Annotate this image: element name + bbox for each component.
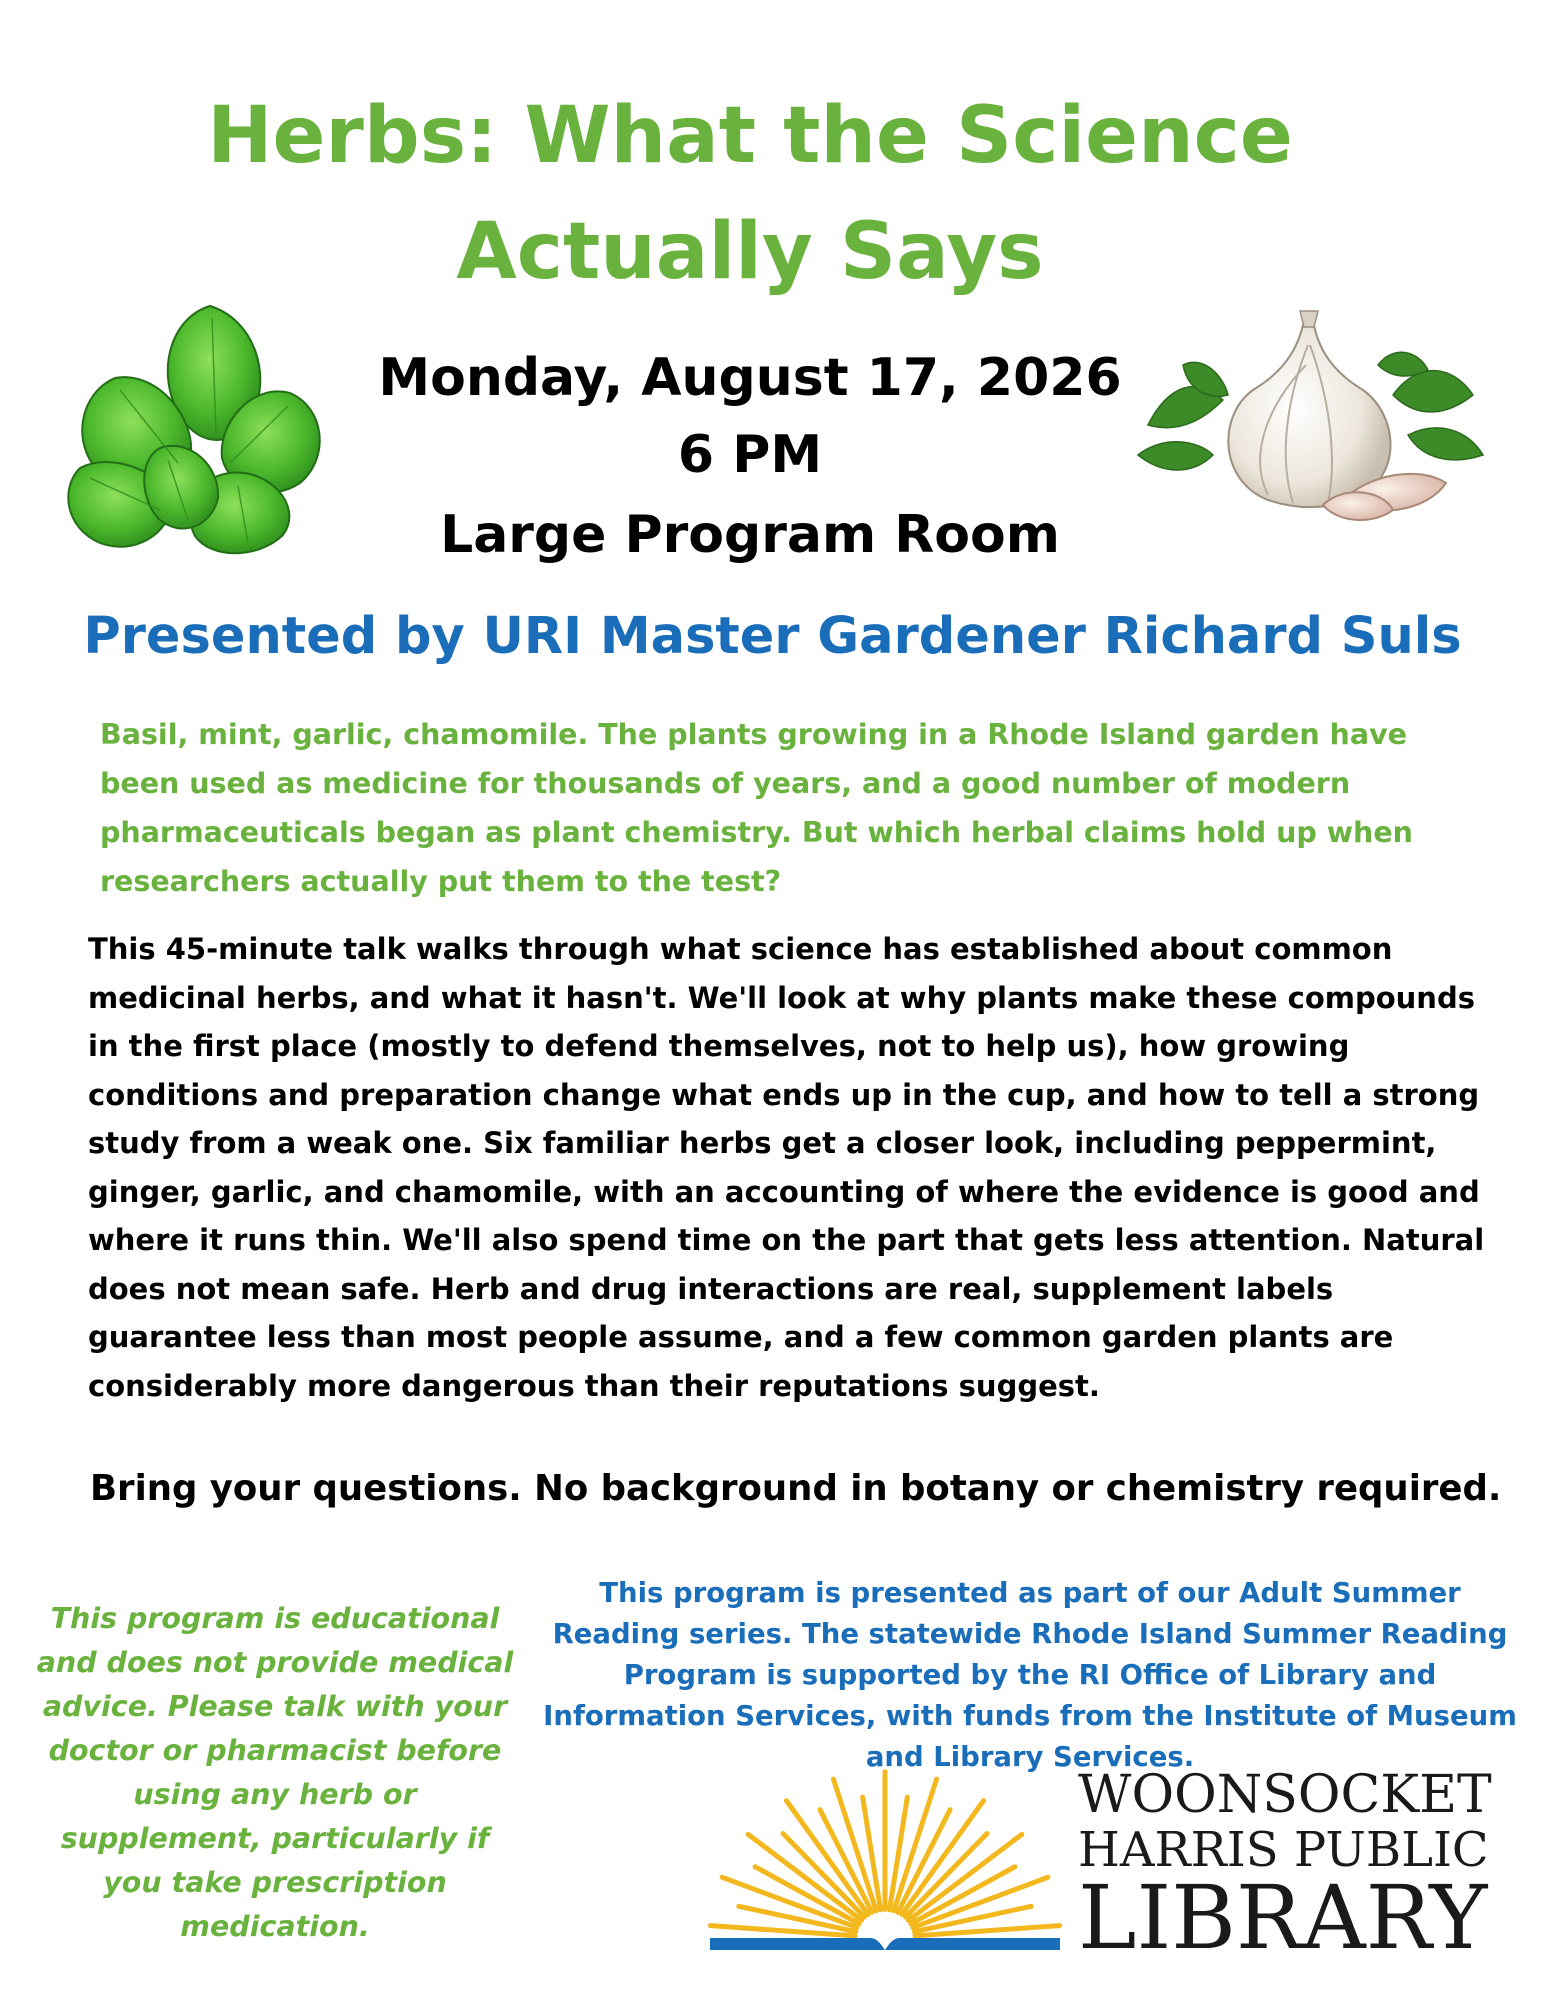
mint-leaves-icon — [60, 298, 340, 560]
library-sunburst-logo-icon — [700, 1750, 1070, 1960]
intro-paragraph: Basil, mint, garlic, chamomile. The plants growing in a Rhode Island garden have been used as medicine for thousands of years, and a good number of modern pharmaceuticals began as plant chemistry. But which herbal claims hold up when researchers actually put them to the test? — [100, 718, 1413, 898]
description-paragraph: This 45-minute talk walks through what science has established about common medicinal herbs, and what it hasn't. We'll look at why plants make these compounds in the first place (mostly to defend themselves, not to help us), how growing conditions and preparation change what ends up in the cup, and how to tell a strong study from a weak one. Six familiar herbs get a closer look, including peppermint, ginger, garlic, and chamomile, with an accounting of where the evidence is good and where it runs thin. We'll also spend time on the part that gets less attention. Natural does not mean safe. Herb and drug interactions are real, supplement labels guarantee less than most people assume, and a few common garden plants are considerably more dangerous than their reputations suggest. — [88, 932, 1485, 1403]
library-logo-line2: HARRIS PUBLIC — [1078, 1822, 1489, 1878]
closing-line: Bring your questions. No background in botany or chemistry required. — [90, 1468, 1502, 1509]
library-logo-line1: WOONSOCKET — [1078, 1765, 1492, 1825]
event-location: Large Program Room — [440, 505, 1060, 565]
funding-statement: This program is presented as part of our Adult Summer Reading series. The statewide Rhode Island Summer Reading Program is supported by the RI Office of Library and Information Services, with funds from the Institute of Museum and Library Services. — [543, 1577, 1517, 1773]
event-time: 6 PM — [677, 425, 823, 485]
medical-disclaimer: This program is educational and does not provide medical advice. Please talk with your doctor or pharmacist before using any herb or supplement, particularly if you take prescription medication. — [36, 1602, 514, 1943]
garlic-bulb-icon — [1128, 305, 1488, 525]
event-date: Monday, August 17, 2026 — [378, 348, 1122, 408]
page-title: Herbs: What the Science Actually Says — [207, 91, 1293, 297]
presenter-line: Presented by URI Master Gardener Richard Suls — [83, 607, 1462, 666]
library-logo-line3: LIBRARY — [1078, 1866, 1488, 1969]
